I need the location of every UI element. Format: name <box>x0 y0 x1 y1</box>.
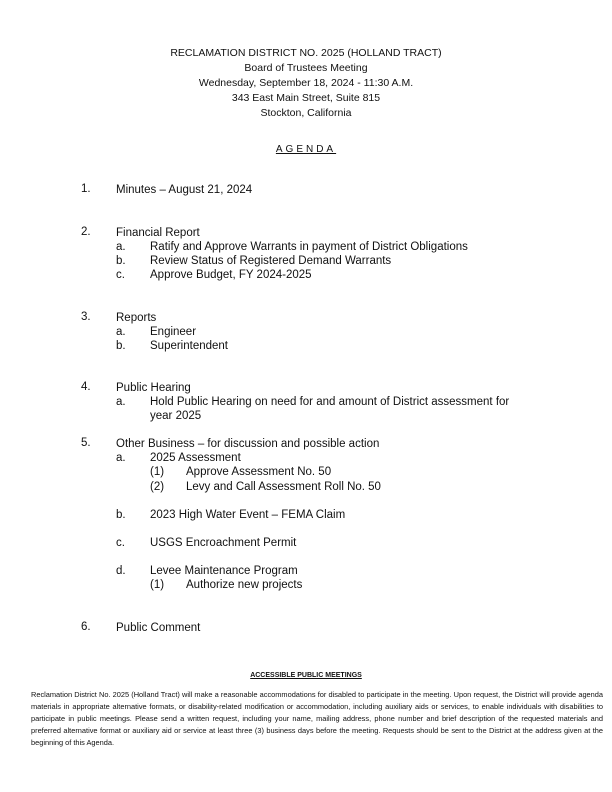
subsub-item-approve-assessment: Approve Assessment No. 50 <box>186 466 332 478</box>
meeting-city: Stockton, California <box>260 107 352 119</box>
item-other-business: Other Business – for discussion and possible action <box>116 438 380 450</box>
subsub-item-levy-roll: Levy and Call Assessment Roll No. 50 <box>186 481 381 493</box>
sub-item-levee-maintenance: Levee Maintenance Program <box>150 565 298 577</box>
sub-item-usgs-permit: USGS Encroachment Permit <box>150 537 297 549</box>
sub-item-warrants: Ratify and Approve Warrants in payment of District Obligations <box>150 241 468 253</box>
sub-letter: c. <box>116 537 125 549</box>
sub-letter: c. <box>116 269 125 281</box>
sub-letter: b. <box>116 340 126 352</box>
meeting-datetime: Wednesday, September 18, 2024 - 11:30 A.M. <box>198 77 414 89</box>
item-public-hearing: Public Hearing <box>116 382 191 394</box>
sub-item-engineer: Engineer <box>150 326 197 338</box>
meeting-name: Board of Trustees Meeting <box>244 62 368 74</box>
item-minutes: Minutes – August 21, 2024 <box>116 184 253 196</box>
accessibility-notice: Reclamation District No. 2025 (Holland Tract) will make a reasonable accommodations for disabled to participate in the meeting. Upon request, the District will provide agenda materials in appropriate alternative formats, or disability-related modification or accommodation, including auxiliary aids or services, to enable individuals with disabilities to participate in public meetings. Please send a written request, including your name, mailing address, phone number and brief description of the requested materials and preferred alternative format or auxiliary aid or service at least three (3) business days before the meeting. Requests should be sent to the District at the address given at the beginning of this Agenda. <box>31 690 603 747</box>
meeting-address: 343 East Main Street, Suite 815 <box>231 92 381 104</box>
subsub-number: (2) <box>150 481 165 493</box>
sub-item-demand-warrants: Review Status of Registered Demand Warrants <box>150 255 392 267</box>
sub-item-fema-claim: 2023 High Water Event – FEMA Claim <box>150 509 346 521</box>
sub-letter: d. <box>116 565 126 577</box>
item-number: 5. <box>81 437 91 449</box>
item-reports: Reports <box>116 312 157 324</box>
item-number: 4. <box>81 381 91 393</box>
subsub-number: (1) <box>150 579 165 591</box>
sub-letter: b. <box>116 509 126 521</box>
item-number: 2. <box>81 226 91 238</box>
item-financial-report: Financial Report <box>116 227 200 239</box>
item-number: 6. <box>81 621 91 633</box>
sub-item-hold-hearing: Hold Public Hearing on need for and amount of District assessment for <box>150 396 510 408</box>
sub-letter: b. <box>116 255 126 267</box>
item-number: 1. <box>81 183 91 195</box>
sub-item-budget: Approve Budget, FY 2024-2025 <box>150 269 312 281</box>
sub-letter: a. <box>116 326 126 338</box>
sub-letter: a. <box>116 396 126 408</box>
subsub-item-new-projects: Authorize new projects <box>186 579 303 591</box>
accessibility-heading: ACCESSIBLE PUBLIC MEETINGS <box>250 672 362 679</box>
sub-item-assessment: 2025 Assessment <box>150 452 241 464</box>
sub-letter: a. <box>116 241 126 253</box>
sub-item-superintendent: Superintendent <box>150 340 229 352</box>
sub-item-hold-hearing-cont: year 2025 <box>150 410 202 422</box>
item-public-comment: Public Comment <box>116 622 201 634</box>
district-title: RECLAMATION DISTRICT NO. 2025 (HOLLAND TRACT) <box>170 47 442 59</box>
item-number: 3. <box>81 311 91 323</box>
agenda-heading: AGENDA <box>275 144 337 155</box>
sub-letter: a. <box>116 452 126 464</box>
subsub-number: (1) <box>150 466 165 478</box>
